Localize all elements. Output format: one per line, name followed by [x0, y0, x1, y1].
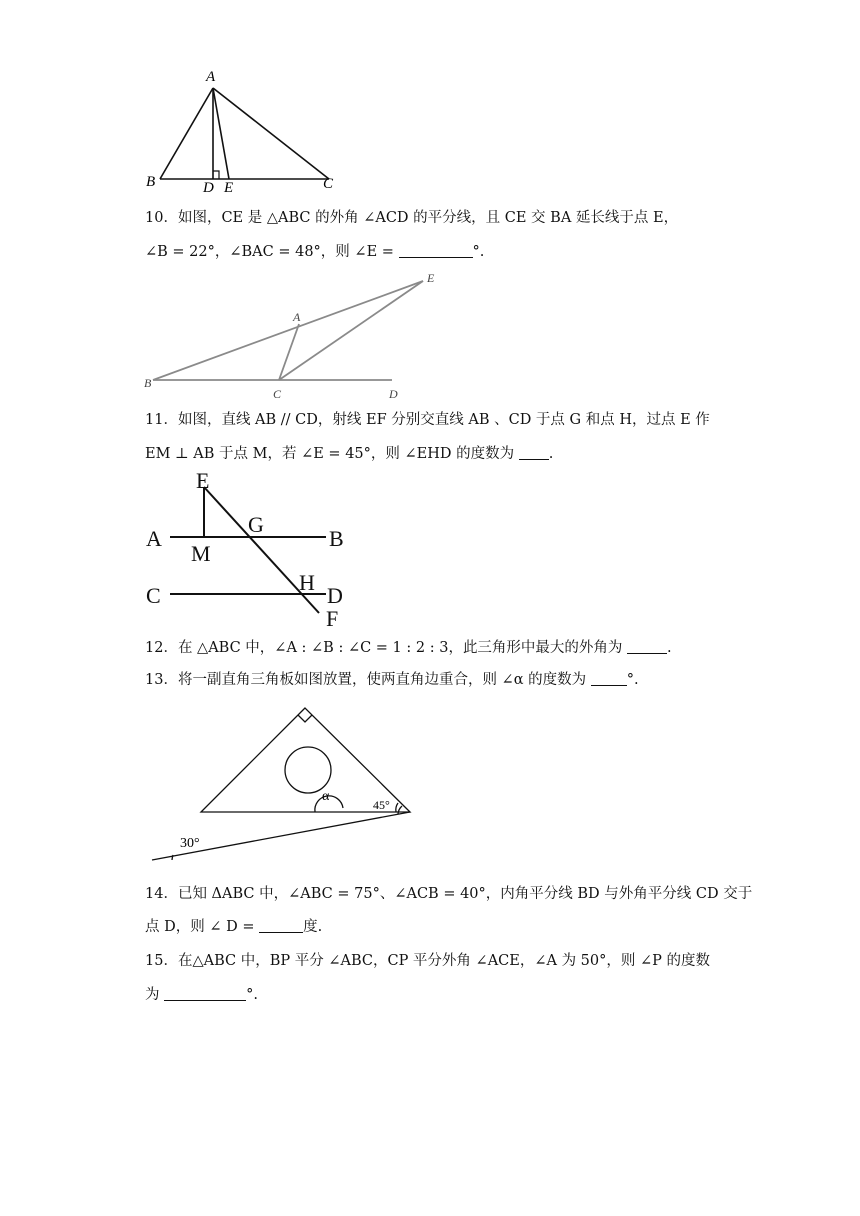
q11-answer-blank[interactable] — [519, 445, 549, 460]
q13-answer-blank[interactable] — [591, 671, 627, 686]
q13-text: 13．将一副直角三角板如图放置，使两直角边重合，则 ∠α 的度数为 — [145, 672, 587, 688]
label-D: D — [203, 180, 214, 196]
q15-answer-blank[interactable] — [164, 986, 246, 1001]
q10-line2-end: °. — [472, 244, 485, 260]
label-alpha: α — [322, 789, 330, 804]
q11-line2 — [145, 444, 553, 464]
label-C: C — [146, 583, 161, 608]
q10-line2 — [145, 242, 484, 262]
label-C: C — [273, 387, 282, 401]
figure-q10 — [140, 266, 440, 406]
label-B: B — [144, 376, 152, 390]
label-B: B — [146, 174, 156, 190]
label-E: E — [196, 468, 210, 493]
label-E: E — [427, 271, 435, 285]
q14-answer-blank[interactable] — [259, 918, 303, 933]
q10-line1: 10．如图，CE 是 △ABC 的外角 ∠ACD 的平分线，且 CE 交 BA 延长线于点 E， — [145, 210, 679, 226]
figure-q9-triangle — [140, 66, 340, 196]
q12-answer-blank[interactable] — [627, 639, 667, 654]
q12-end: . — [667, 640, 672, 656]
q10-line2-text: ∠B = 22°，∠BAC = 48°，则 ∠E = — [145, 244, 394, 260]
label-F: F — [326, 606, 339, 631]
label-A: A — [146, 526, 162, 551]
q15-line2 — [145, 985, 258, 1005]
figure-q11 — [140, 466, 360, 631]
label-M: M — [191, 541, 211, 566]
q15-line1: 15．在△ABC 中，BP 平分 ∠ABC，CP 平分外角 ∠ACE，∠A 为 50°，则 ∠P 的度数 — [145, 953, 711, 969]
q14-line1: 14．已知 ΔABC 中，∠ABC = 75°、∠ACB = 40°，内角平分线 BD 与外角平分线 CD 交于 — [145, 886, 753, 902]
q11-line1: 11．如图，直线 AB // CD，射线 EF 分别交直线 AB 、CD 于点 G 和点 H，过点 E 作 — [145, 412, 710, 428]
label-H: H — [299, 570, 315, 595]
label-B: B — [329, 526, 344, 551]
q13-end: °. — [626, 672, 639, 688]
q11-line2-end: . — [548, 446, 554, 462]
q12-text: 12．在 △ABC 中，∠A : ∠B : ∠C = 1 : 2 : 3，此三角形中最大的外角为 — [145, 640, 623, 656]
q14-line2-text: 点 D，则 ∠ D = — [145, 919, 255, 935]
label-45-degrees: 45° — [373, 798, 390, 812]
figure-q13-set-squares — [140, 700, 430, 870]
label-A: A — [206, 69, 216, 85]
q14-line2-end: 度. — [303, 919, 323, 935]
label-30-degrees: 30° — [180, 836, 200, 851]
label-C: C — [323, 176, 334, 192]
q12-line — [145, 638, 672, 658]
q11-line2-text: EM ⊥ AB 于点 M，若 ∠E = 45°，则 ∠EHD 的度数为 — [145, 446, 515, 462]
label-D: D — [389, 387, 398, 401]
label-A: A — [293, 310, 301, 324]
q15-line2-end: °. — [246, 987, 258, 1003]
label-E: E — [224, 180, 234, 196]
q14-line2 — [145, 917, 322, 937]
label-G: G — [248, 512, 264, 537]
q10-answer-blank[interactable] — [399, 243, 473, 258]
label-D: D — [327, 583, 343, 608]
q13-line — [145, 670, 639, 690]
q15-line2-text: 为 — [145, 987, 160, 1003]
